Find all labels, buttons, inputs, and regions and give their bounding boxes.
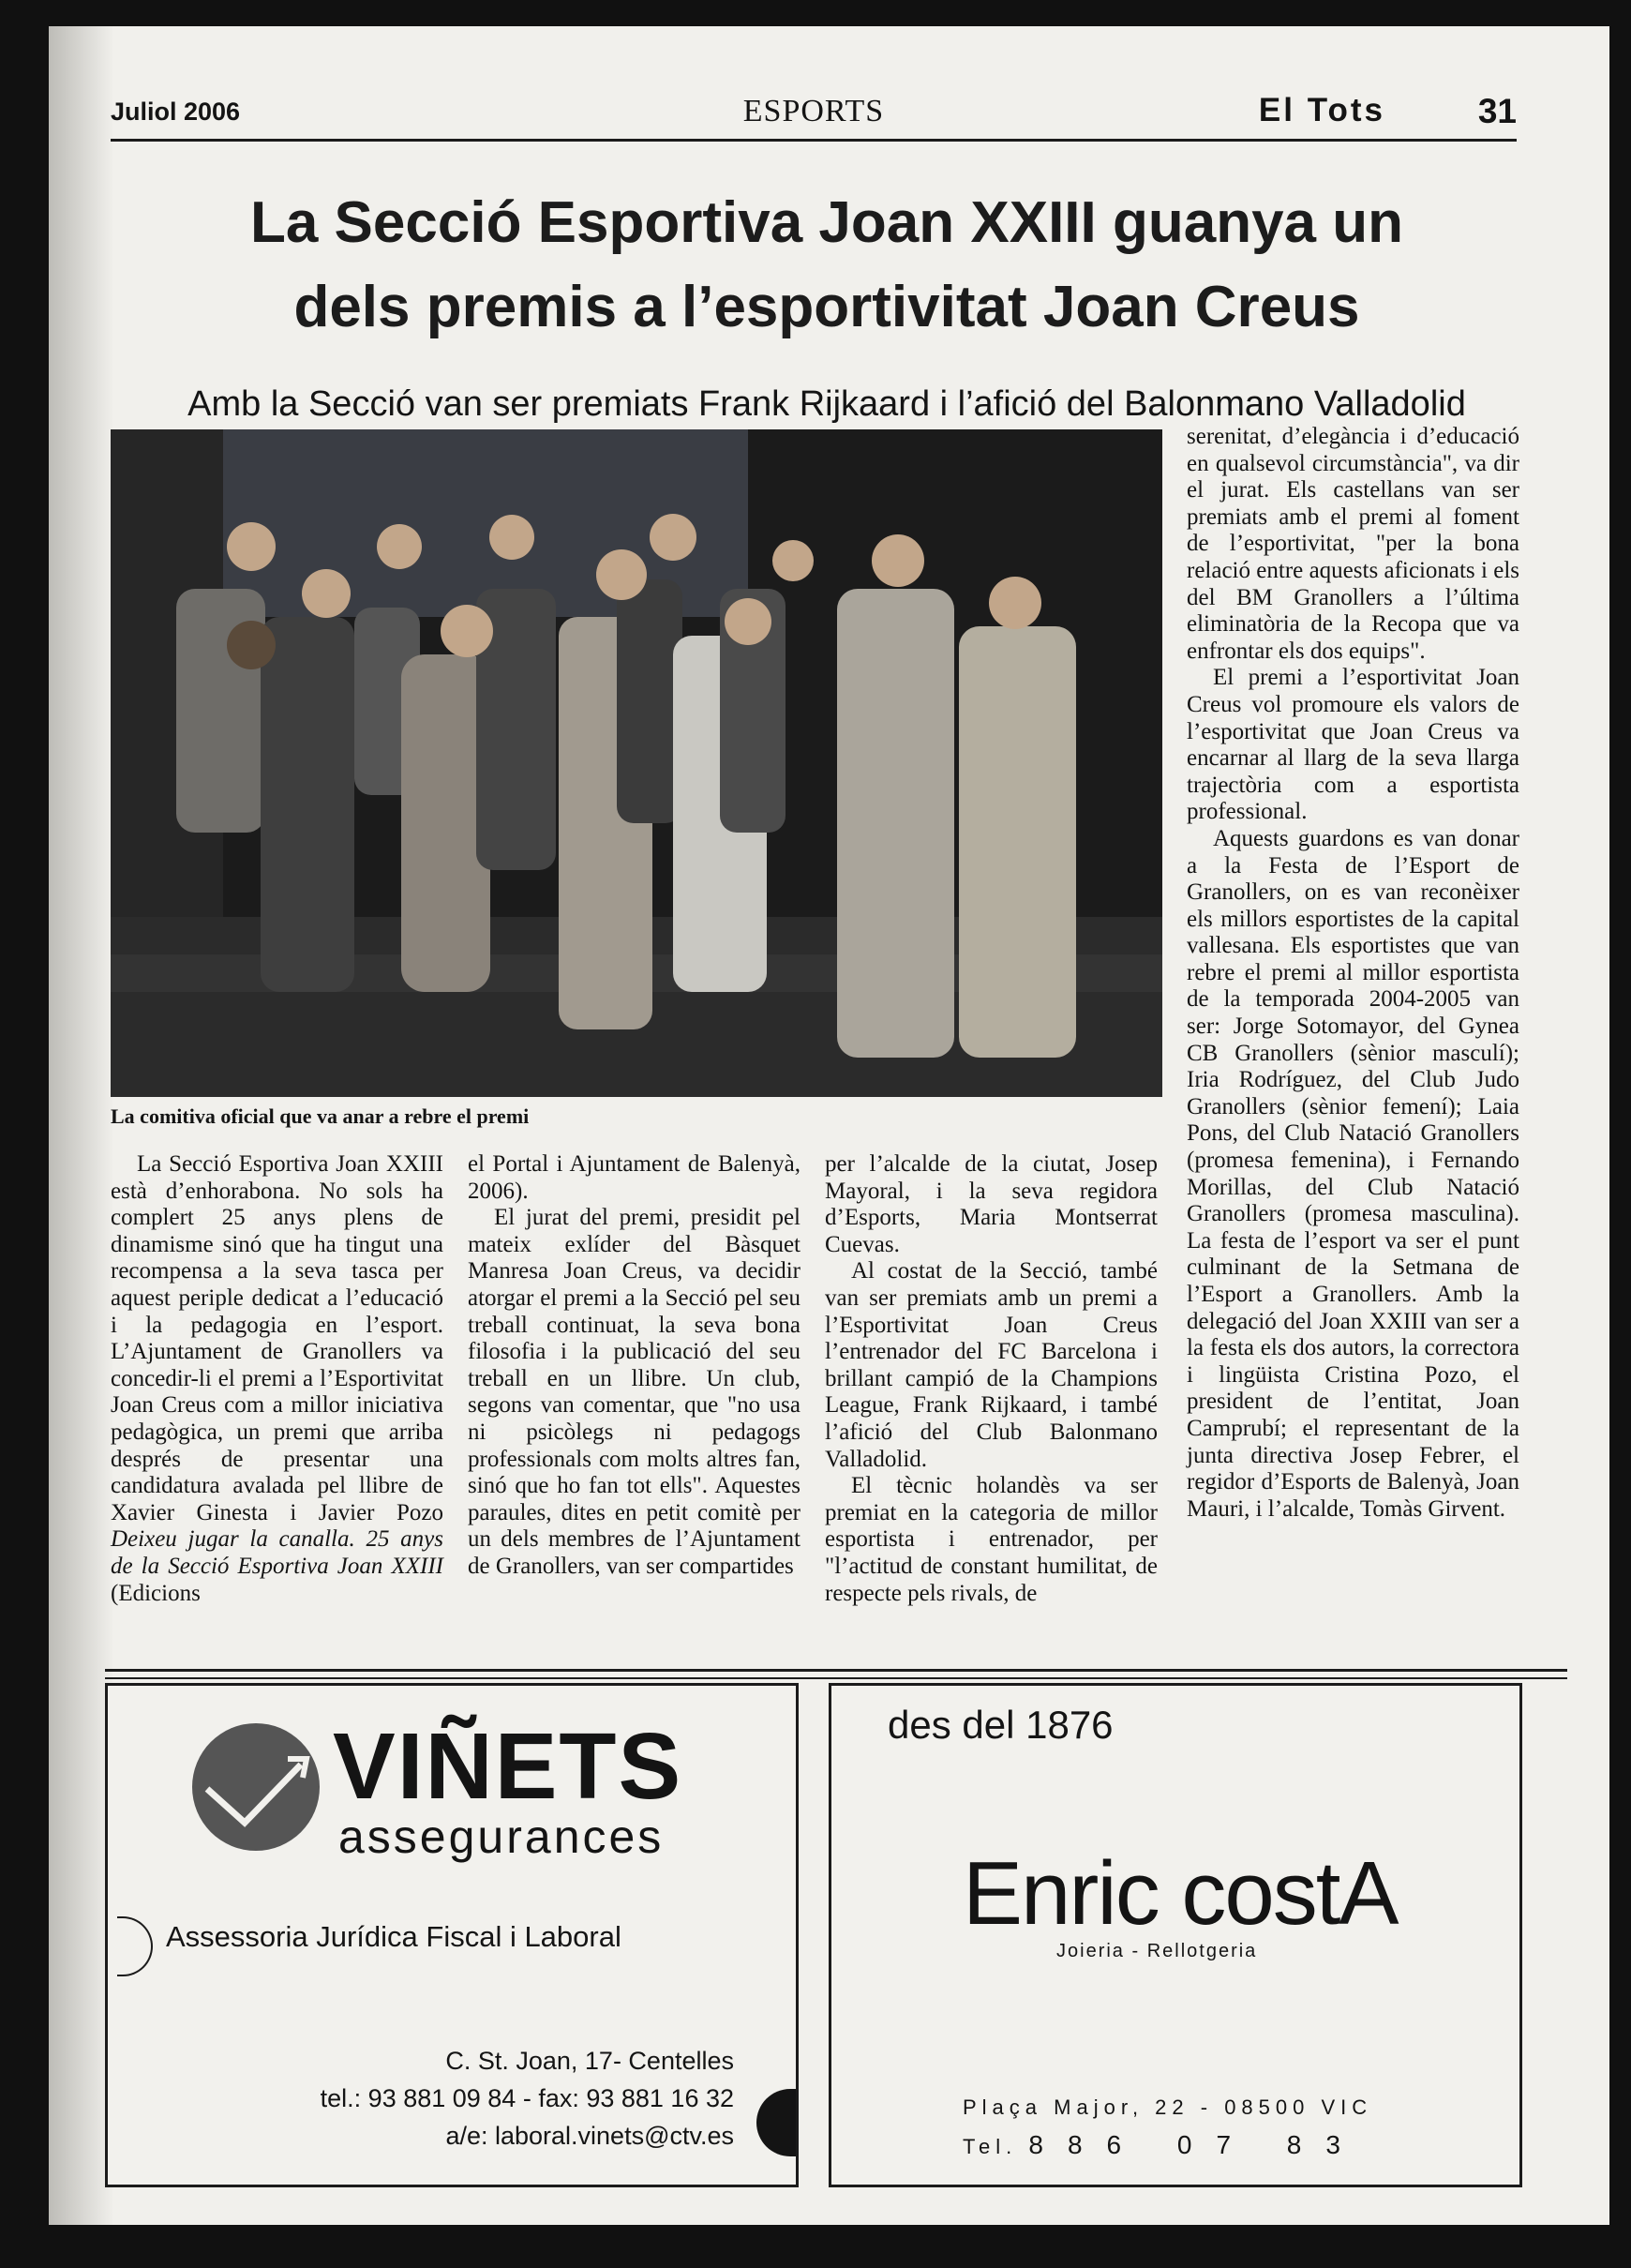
page-header <box>111 92 1517 142</box>
article-headline <box>105 181 1549 350</box>
vinets-tagline: Assessoria Jurídica Fiscal i Laboral <box>166 1920 621 1953</box>
tel-number: 886 07 83 <box>1028 2130 1365 2159</box>
article-paragraph: serenitat, d’elegància i d’educació en qualsevol circumstància", va dir el jurat. Els castellans van ser premiats amb el premi al foment de l’esportivitat, "per la bona relació entre aquests aficionats i els del BM Granollers a l’última eliminatòria de la Recopa que va enfrontar els dos equips". <box>1187 424 1519 664</box>
article-photo <box>111 429 1162 1097</box>
vinets-email: a/e: laboral.vinets@ctv.es <box>445 2122 734 2150</box>
article-paragraph: el Portal i Ajuntament de Balenyà, 2006). <box>468 1151 801 1204</box>
enric-costa-description: Joieria - Rellotgeria <box>1056 1941 1258 1961</box>
vinets-brand-sub: assegurances <box>338 1810 665 1863</box>
headline-line-1: La Secció Esportiva Joan XXIII guanya un <box>249 190 1404 255</box>
paragraph-tail: (Edicions <box>111 1580 201 1606</box>
article-column-4 <box>1187 424 1519 1523</box>
article-paragraph: El premi a l’esportivitat Joan Creus vol promoure els valors de l’esportivitat que Joan Creus va encarnar al llarg de la seva llarga trajectòria com a esportista professional. <box>1187 665 1519 825</box>
enric-costa-brand-name: Enric costA <box>963 1843 1398 1944</box>
article-subheadline: Amb la Secció van ser premiats Frank Rijkaard i l’afició del Balonmano Valladolid <box>187 384 1466 424</box>
vinets-phone: tel.: 93 881 09 84 - fax: 93 881 16 32 <box>320 2084 734 2112</box>
article-column-2 <box>468 1151 801 1581</box>
headline-line-2: dels premis a l’esportivitat Joan Creus <box>293 275 1360 339</box>
header-section: ESPORTS <box>742 94 885 128</box>
enric-costa-contact <box>963 2089 1372 2166</box>
enric-costa-phone <box>963 2126 1372 2166</box>
book-title: Deixeu jugar la canalla. 25 anys de la Secció Esportiva Joan XXIII <box>111 1526 443 1579</box>
enric-costa-since: des del 1876 <box>888 1703 1114 1747</box>
vinets-brand-name: VIÑETS <box>333 1714 683 1819</box>
group-photo-award-ceremony-icon <box>111 429 1162 1097</box>
article-paragraph: Aquests guardons es van donar a la Festa de l’Esport de Granollers, on es van reconèixer els millors esportistes de la capital vallesana. Els esportistes que van rebre el premi al millor esportista de la temporada 2004-2005 van ser: Jorge Sotomayor, del Gynea CB Granollers (sènior masculí); Iria Rodríguez, del Club Judo Granollers (sènior femení); Laia Pons, del Club Natació Granollers (promesa femenina), i Fernando Morillas, del Club Natació Granollers (promesa masculina). La festa de l’esport va ser el punt culminant de la Setmana de l’Esport a Granollers. Amb la delegació del Joan XXIII van ser a la festa els dos autors, la correctora i lingüista Cristina Pozo, el president de l’entitat, Joan Camprubí; el representant de la junta directiva Josep Febrer, el regidor d’Esports de Balenyà, Joan Mauri, i l’alcalde, Tomàs Girvent. <box>1187 825 1519 1522</box>
section-divider <box>105 1669 1567 1679</box>
article-paragraph <box>111 1151 443 1607</box>
enric-costa-address: Plaça Major, 22 - 08500 VIC <box>963 2095 1373 2119</box>
checkmark-arrow-circle-icon <box>190 1721 322 1853</box>
ad-enric-costa <box>829 1683 1522 2187</box>
article-paragraph: Al costat de la Secció, també van ser premiats amb un premi a l’Esportivitat Joan Creus l’entrenador del FC Barcelona i brillant campió de la Champions League, Frank Rijkaard, i també l’afició del Club Balonmano Valladolid. <box>825 1258 1158 1472</box>
article-paragraph: El jurat del premi, presidit pel mateix exlíder del Bàsquet Manresa Joan Creus, va decidir atorgar el premi a la Secció pel seu treball continuat, la seva bona filosofia i la publicació del seu treball en un llibre. Un club, segons van comentar, que "no usa ni psicòlegs ni pedagogs professionals com molts altres fan, sinó que ho fan tot ells". Aquestes paraules, dites en petit comitè per un dels membres de l’Ajuntament de Granollers, van ser compartides <box>468 1205 801 1579</box>
ad-vinets <box>105 1683 799 2187</box>
vinets-address: C. St. Joan, 17- Centelles <box>445 2047 734 2075</box>
article-paragraph: El tècnic holandès va ser premiat en la categoria de millor esportista i entrenador, per "l’actitud de constant humilitat, de respecte pels rivals, de <box>825 1473 1158 1606</box>
article-paragraph: per l’alcalde de la ciutat, Josep Mayoral, i la seva regidora d’Esports, Maria Montserrat Cuevas. <box>825 1151 1158 1257</box>
header-page-number: 31 <box>1477 92 1517 130</box>
header-publication: El Tots <box>1258 92 1385 128</box>
tel-label: Tel. <box>963 2135 1018 2158</box>
article-column-1 <box>111 1151 443 1607</box>
photo-caption: La comitiva oficial que va anar a rebre el premi <box>111 1104 530 1128</box>
header-date: Juliol 2006 <box>111 98 241 126</box>
vinets-contact <box>321 2042 734 2155</box>
article-column-3 <box>825 1151 1158 1607</box>
newspaper-page <box>49 26 1609 2225</box>
bracket-decoration <box>117 1916 153 1976</box>
paragraph-text: La Secció Esportiva Joan XXIII està d’enhorabona. No sols ha complert 25 anys plens de dinamisme sinó que ha tingut una recompensa a la seva tasca per aquest periple dedicat a l’educació i la pedagogia en l’esport. L’Ajuntament de Granollers va concedir-li el premi a l’Esportivitat Joan Creus com a millor iniciativa pedagògica, un premi que arriba després de presentar una candidatura avalada pel llibre de Xavier Ginesta i Javier Pozo <box>111 1151 443 1525</box>
half-circle-decoration <box>756 2089 796 2156</box>
